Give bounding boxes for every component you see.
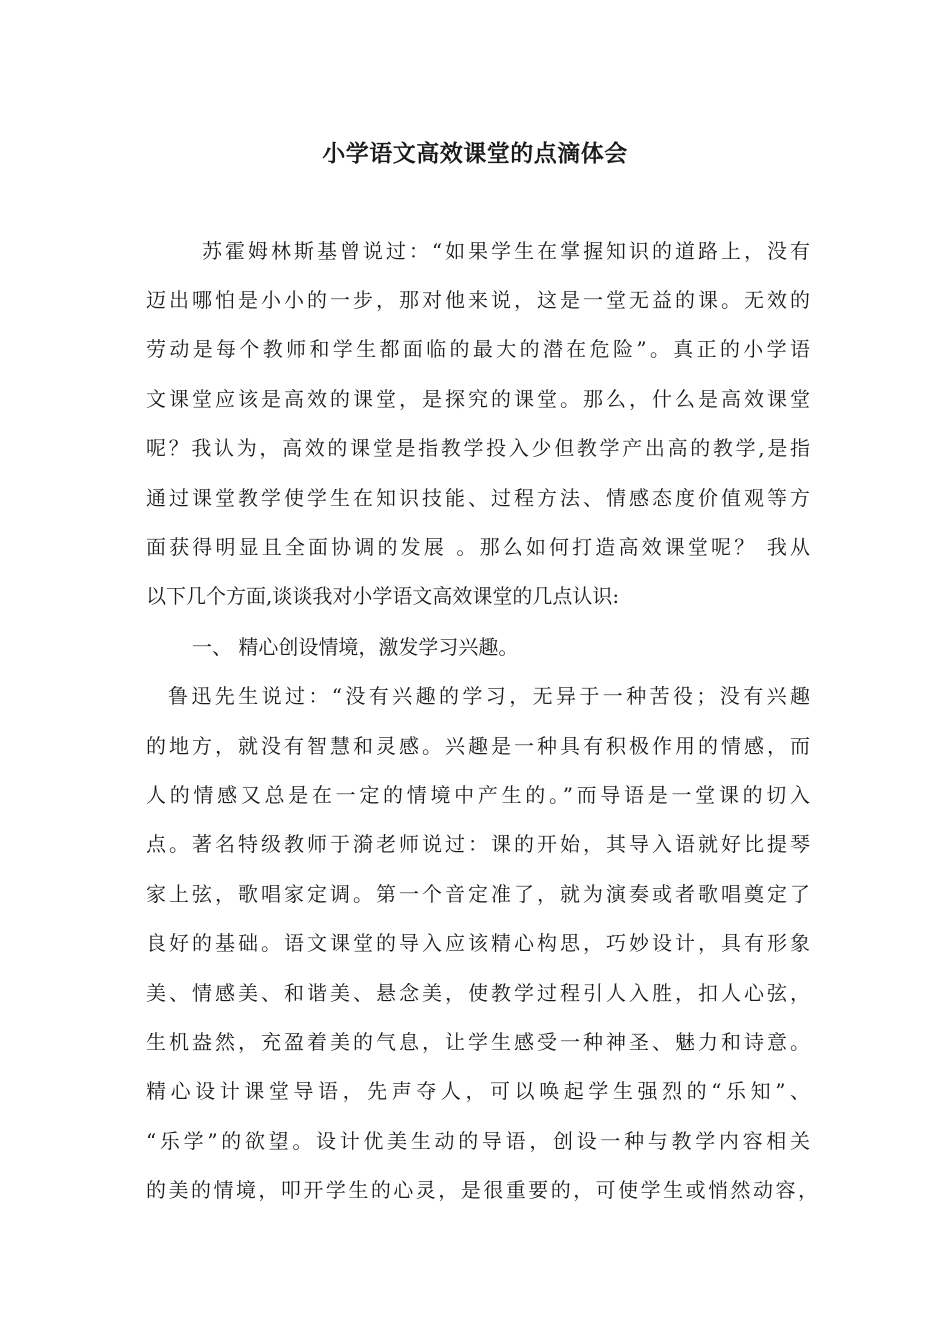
paragraph-line: 呢？我认为，高效的课堂是指教学投入少但教学产出高的教学,是指 bbox=[146, 436, 810, 460]
paragraph-line: 面获得明显且全面协调的发展 。那么如何打造高效课堂呢？ 我从 bbox=[146, 535, 810, 559]
paragraph-line: 生机盎然，充盈着美的气息，让学生感受一种神圣、魅力和诗意。 bbox=[146, 1030, 810, 1054]
paragraph-line: 苏霍姆林斯基曾说过：“如果学生在掌握知识的道路上，没有 bbox=[202, 239, 810, 263]
paragraph-line: 文课堂应该是高效的课堂，是探究的课堂。那么，什么是高效课堂 bbox=[146, 387, 810, 411]
paragraph-line: 精心设计课堂导语，先声夺人，可以唤起学生强烈的“乐知”、 bbox=[146, 1079, 810, 1103]
paragraph-line: 劳动是每个教师和学生都面临的最大的潜在危险”。真正的小学语 bbox=[146, 337, 810, 361]
paragraph-line: 通过课堂教学使学生在知识技能、过程方法、情感态度价值观等方 bbox=[146, 486, 810, 510]
paragraph-line: 良好的基础。语文课堂的导入应该精心构思，巧妙设计，具有形象 bbox=[146, 931, 810, 955]
paragraph-line: 迈出哪怕是小小的一步，那对他来说，这是一堂无益的课。无效的 bbox=[146, 288, 810, 312]
paragraph-line: 点。著名特级教师于漪老师说过：课的开始，其导入语就好比提琴 bbox=[146, 832, 810, 856]
paragraph-line: 的美的情境，叩开学生的心灵，是很重要的，可使学生或悄然动容， bbox=[146, 1178, 818, 1202]
paragraph-line: 的地方，就没有智慧和灵感。兴趣是一种具有积极作用的情感，而 bbox=[146, 734, 810, 758]
paragraph-line: 鲁迅先生说过：“没有兴趣的学习，无异于一种苦役；没有兴趣 bbox=[168, 684, 810, 708]
paragraph-line: 人的情感又总是在一定的情境中产生的。”而导语是一堂课的切入 bbox=[146, 783, 810, 807]
paragraph-line: 美、情感美、和谐美、悬念美，使教学过程引人入胜，扣人心弦， bbox=[146, 981, 810, 1005]
section-heading: 一、 精心创设情境，激发学习兴趣。 bbox=[192, 635, 519, 659]
paragraph-line: 家上弦，歌唱家定调。第一个音定准了，就为演奏或者歌唱奠定了 bbox=[146, 882, 810, 906]
paragraph-line: “乐学”的欲望。设计优美生动的导语，创设一种与教学内容相关 bbox=[146, 1129, 810, 1153]
document-title: 小学语文高效课堂的点滴体会 bbox=[322, 140, 628, 167]
paragraph-line: 以下几个方面,谈谈我对小学语文高效课堂的几点认识: bbox=[146, 584, 620, 608]
